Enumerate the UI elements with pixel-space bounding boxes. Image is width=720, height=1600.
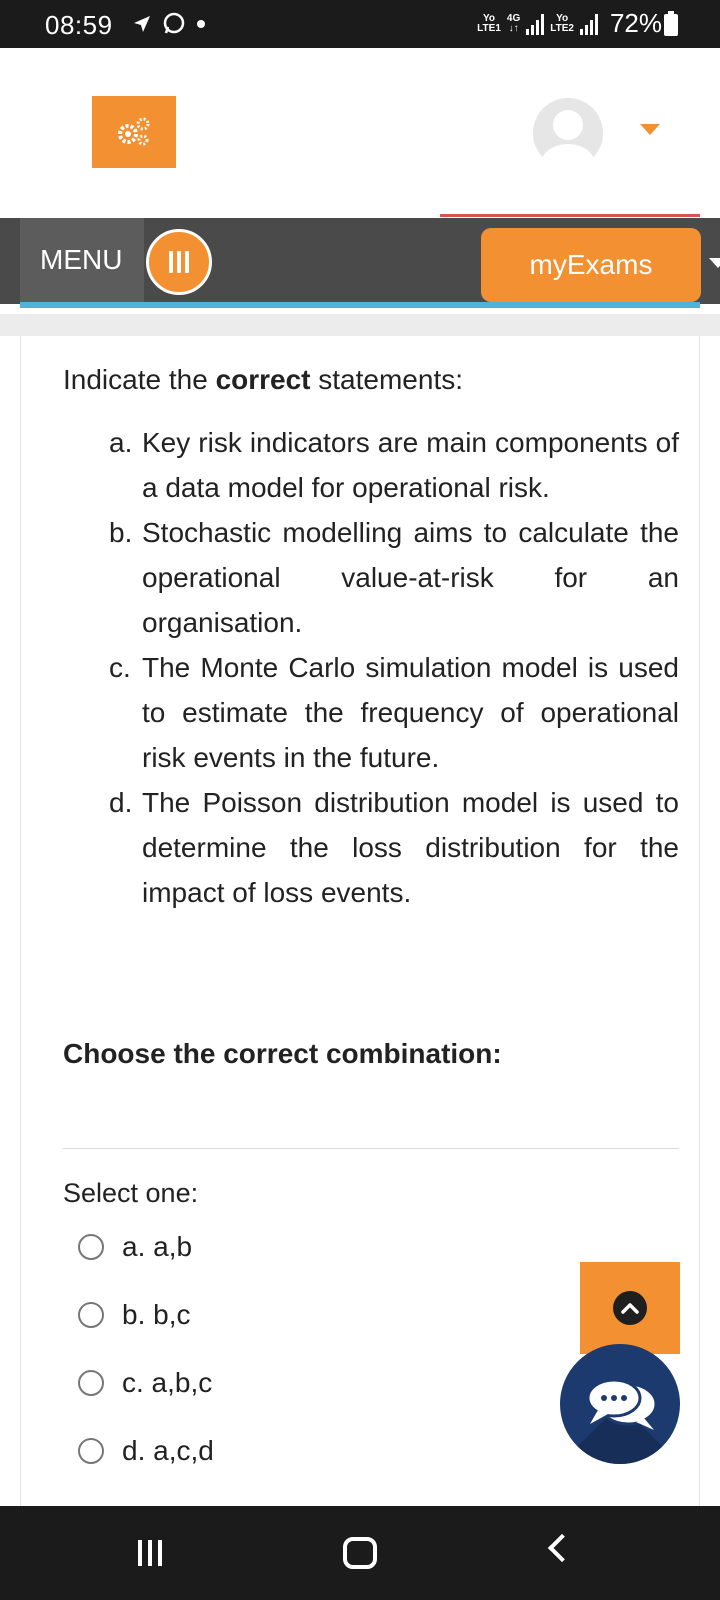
signal-icon-1: [526, 13, 544, 35]
status-time: 08:59: [45, 10, 113, 40]
scroll-to-top-button[interactable]: [580, 1262, 680, 1354]
notification-icons: [132, 12, 206, 36]
statement-item: b. Stochastic modelling aims to calculate the operational value-at-risk for an organisation.: [109, 517, 679, 638]
site-header: [0, 48, 720, 215]
option-c[interactable]: [78, 1367, 212, 1399]
header-accent-line: [440, 214, 700, 217]
divider: [63, 1148, 679, 1149]
menu-label: MENU: [40, 244, 123, 275]
menu-label-box: [20, 218, 144, 304]
menu-underline: [20, 302, 700, 308]
back-icon[interactable]: [548, 1534, 576, 1562]
option-label: c. a,b,c: [122, 1367, 213, 1398]
sim1-label: Yo LTE1: [477, 12, 501, 34]
question-prompt: Choose the correct combination:: [63, 1038, 502, 1069]
gears-icon: [114, 114, 154, 150]
hamburger-icon: [169, 251, 189, 273]
home-icon[interactable]: [343, 1537, 377, 1569]
recent-apps-icon[interactable]: [138, 1540, 162, 1566]
site-logo[interactable]: [92, 96, 176, 168]
option-b[interactable]: [78, 1299, 190, 1331]
statement-item: d. The Poisson distribution model is used to determine the loss distribution for the impact of loss events.: [109, 787, 679, 908]
statement-item: c. The Monte Carlo simulation model is used to estimate the frequency of operational risk events in the future.: [109, 652, 679, 773]
radio-button[interactable]: [78, 1234, 104, 1260]
option-d[interactable]: [78, 1435, 214, 1467]
option-label: d. a,c,d: [122, 1435, 214, 1466]
status-right: [477, 8, 662, 39]
option-label: b. b,c: [122, 1299, 191, 1330]
battery-icon: [664, 14, 678, 36]
menu-bar: [20, 218, 720, 304]
option-a[interactable]: [78, 1231, 192, 1263]
network-type: 4G ↓↑: [506, 12, 521, 34]
option-label: a. a,b: [122, 1231, 193, 1262]
my-exams-button[interactable]: myExams: [481, 228, 701, 302]
radio-button[interactable]: [78, 1370, 104, 1396]
chevron-up-icon: [613, 1291, 647, 1325]
menu-toggle-button[interactable]: [146, 229, 212, 295]
question-intro: Indicate the correct statements:: [63, 364, 464, 395]
radio-button[interactable]: [78, 1438, 104, 1464]
my-exams-caret-icon[interactable]: [709, 258, 720, 268]
user-avatar[interactable]: [533, 98, 603, 168]
chat-button[interactable]: [560, 1344, 680, 1464]
content-gap: [0, 314, 720, 336]
system-nav-bar: [0, 1506, 720, 1600]
user-menu-caret-icon[interactable]: [640, 124, 660, 135]
chat-bubble-icon: [584, 1374, 660, 1434]
select-label: Select one:: [63, 1178, 199, 1208]
navigation-arrow-icon: [132, 14, 152, 34]
statement-item: a. Key risk indicators are main components of a data model for operational risk.: [109, 427, 679, 503]
battery-percent: 72%: [609, 8, 662, 38]
whatsapp-icon: [162, 12, 186, 36]
signal-icon-2: [580, 13, 598, 35]
dot-icon: [196, 19, 206, 29]
radio-button[interactable]: [78, 1302, 104, 1328]
statement-list: [109, 420, 679, 915]
sim2-label: Yo LTE2: [550, 12, 574, 34]
status-bar: [0, 0, 720, 48]
